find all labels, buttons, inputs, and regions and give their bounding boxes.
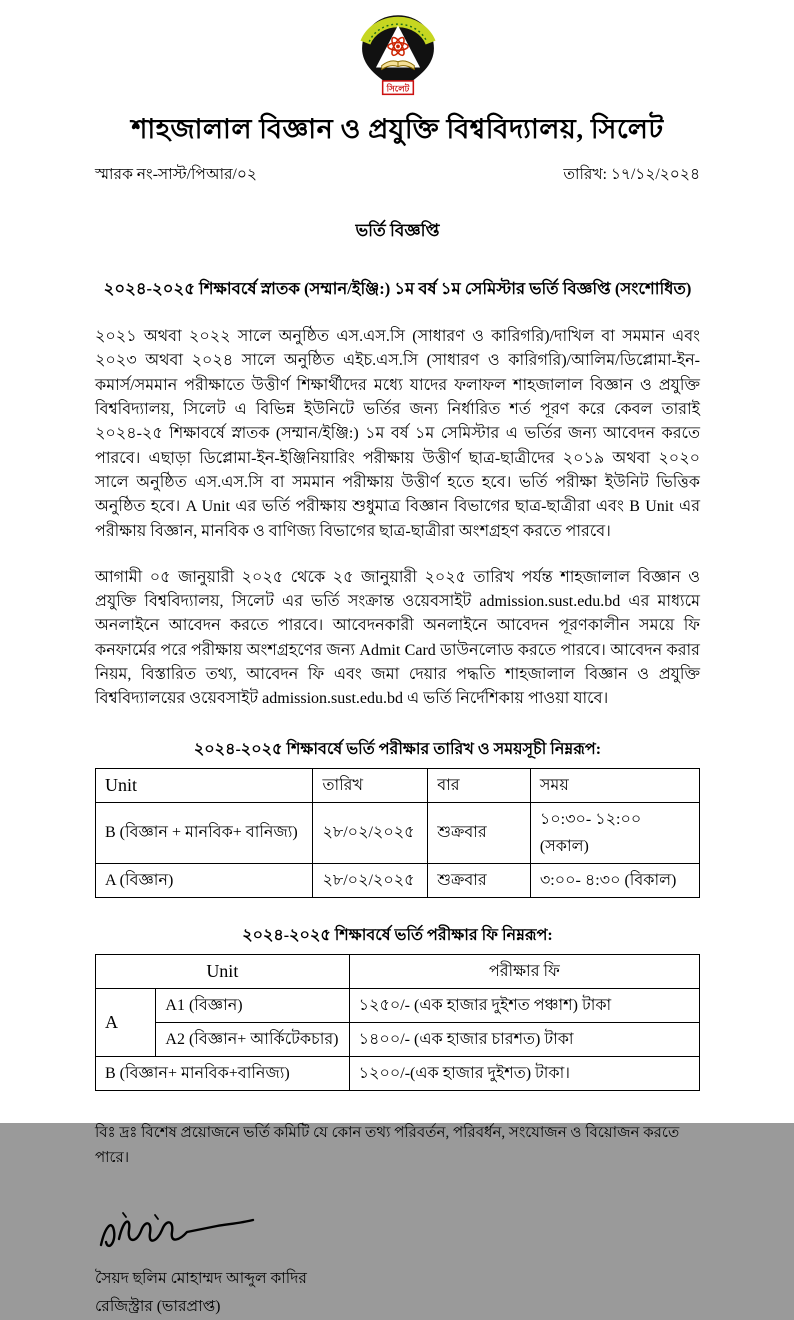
signature-block xyxy=(95,1207,700,1320)
logo-city-text: সিলেট xyxy=(386,83,409,94)
fee-header-fee: পরীক্ষার ফি xyxy=(349,954,699,988)
schedule-table xyxy=(95,768,700,898)
fee-cell-unit: A1 (বিজ্ঞান) xyxy=(156,988,349,1022)
fee-cell-unit: A2 (বিজ্ঞান+ আর্কিটেকচার) xyxy=(156,1022,349,1056)
body-paragraph-2: আগামী ০৫ জানুয়ারী ২০২৫ থেকে ২৫ জানুয়ারী ২০২৫ তারিখ পর্যন্ত শাহজালাল বিজ্ঞান ও প্রযুক্তি বিশ্ববিদ্যালয়, সিলেট এর ভর্তি সংক্রান্ত ওয়েবসাইট admission.sust.edu.bd এর মাধ্যমে অনলাইনে আবেদন করতে পারবে। আবেদনকারী অনলাইনে আবেদন পূরণকালীন সময়ে ফি কনফার্মের পরে পরীক্ষায় অংশগ্রহণের জন্য Admit Card ডাউনলোড করতে পারবে। আবেদন করার নিয়ম, বিস্তারিত তথ্য, আবেদন ফি এবং জমা দেয়ার পদ্ধতি শাহজালাল বিজ্ঞান ও প্রযুক্তি বিশ্ববিদ্যালয়ের ওয়েবসাইট admission.sust.edu.bd এ ভর্তি নির্দেশিকায় পাওয়া যাবে। xyxy=(95,568,700,708)
schedule-header-unit: Unit xyxy=(96,768,313,802)
schedule-cell-unit: A (বিজ্ঞান) xyxy=(96,863,313,897)
memo-number: স্মারক নং-সাস্ট/পিআর/০২ xyxy=(95,166,258,183)
schedule-row-b-unit xyxy=(96,802,700,863)
schedule-header-day: বার xyxy=(428,768,531,802)
schedule-table-caption: ২০২৪-২০২৫ শিক্ষাবর্ষে ভর্তি পরীক্ষার তারিখ ও সময়সূচী নিম্নরূপ: xyxy=(193,740,602,758)
signatory-name: সৈয়দ ছলিম মোহাম্মদ আব্দুল কাদির xyxy=(95,1269,307,1287)
notice-subtitle: ২০২৪-২০২৫ শিক্ষাবর্ষে স্নাতক (সম্মান/ইঞ্জি:) ১ম বর্ষ ১ম সেমিস্টার ভর্তি বিজ্ঞপ্তি (সংশোধিত) xyxy=(103,279,692,298)
memo-date-row xyxy=(95,162,700,188)
university-name: শাহজালাল বিজ্ঞান ও প্রযুক্তি বিশ্ববিদ্যালয়, সিলেট xyxy=(131,114,664,144)
fee-cell-group-a: A xyxy=(96,988,156,1056)
notice-title: ভর্তি বিজ্ঞপ্তি xyxy=(355,221,440,240)
schedule-cell-date: ২৮/০২/২০২৫ xyxy=(313,863,428,897)
fee-cell-unit: B (বিজ্ঞান+ মানবিক+বানিজ্য) xyxy=(96,1056,350,1090)
logo-container xyxy=(95,10,700,107)
fee-row-a1 xyxy=(96,988,700,1022)
body-paragraph-1: ২০২১ অথবা ২০২২ সালে অনুষ্ঠিত এস.এস.সি (সাধারণ ও কারিগরি)/দাখিল বা সমমান এবং ২০২৩ অথবা ২০২৪ সালে অনুষ্ঠিত এইচ.এস.সি (সাধারণ ও কারিগরি)/আলিম/ডিপ্লোমা-ইন-কমার্স/সমমান পরীক্ষাতে উত্তীর্ণ শিক্ষার্থীদের মধ্যে যাদের ফলাফল শাহজালাল বিজ্ঞান ও প্রযুক্তি বিশ্ববিদ্যালয়, সিলেট এ বিভিন্ন ইউনিটে ভর্তির জন্য নির্ধারিত শর্ত পূরণ করে কেবল তারাই ২০২৪-২৫ শিক্ষাবর্ষে স্নাতক (সম্মান/ইঞ্জি:) ১ম বর্ষ ১ম সেমিস্টার এ ভর্তির জন্য আবেদন করতে পারবে। এছাড়া ডিপ্লোমা-ইন-ইঞ্জিনিয়ারিং পরীক্ষায় উত্তীর্ণ ছাত্র-ছাত্রীদের ২০১৯ অথবা ২০২০ সালে অনুষ্ঠিত এস.এস.সি বা সমমান পরীক্ষায় উত্তীর্ণ হতে হবে। ভর্তি পরীক্ষা ইউনিট ভিত্তিক অনুষ্ঠিত হবে। A Unit এর ভর্তি পরীক্ষায় শুধুমাত্র বিজ্ঞান বিভাগের ছাত্র-ছাত্রীরা এবং B Unit এর পরীক্ষায় বিজ্ঞান, মানবিক ও বাণিজ্য বিভাগের ছাত্র-ছাত্রীরা অংশগ্রহণ করতে পারবে। xyxy=(95,328,700,540)
schedule-cell-day: শুক্রবার xyxy=(428,863,531,897)
fee-cell-fee: ১২০০/-(এক হাজার দুইশত) টাকা। xyxy=(349,1056,699,1090)
fee-cell-fee: ১৪০০/- (এক হাজার চারশত) টাকা xyxy=(349,1022,699,1056)
fee-table-caption: ২০২৪-২০২৫ শিক্ষাবর্ষে ভর্তি পরীক্ষার ফি নিম্নরূপ: xyxy=(242,926,553,944)
fee-cell-fee: ১২৫০/- (এক হাজার দুইশত পঞ্চাশ) টাকা xyxy=(349,988,699,1022)
fee-table xyxy=(95,954,700,1091)
special-note: বিঃ দ্রঃ বিশেষ প্রয়োজনে ভর্তি কমিটি যে কোন তথ্য পরিবর্তন, পরিবর্ধন, সংযোজন ও বিয়োজন করতে পারে। xyxy=(95,1124,680,1166)
schedule-cell-time: ৩:০০- ৪:৩০ (বিকাল) xyxy=(530,863,699,897)
fee-row-b xyxy=(96,1056,700,1090)
fee-header-unit: Unit xyxy=(96,954,350,988)
schedule-cell-date: ২৮/০২/২০২৫ xyxy=(313,802,428,863)
fee-row-a2 xyxy=(96,1022,700,1056)
signature-icon xyxy=(95,1207,260,1259)
schedule-cell-unit: B (বিজ্ঞান + মানবিক+ বানিজ্য) xyxy=(96,802,313,863)
university-logo-icon xyxy=(350,10,446,102)
schedule-header-time: সময় xyxy=(530,768,699,802)
notice-date: তারিখ: ১৭/১২/২০২৪ xyxy=(563,166,700,183)
fee-header-row xyxy=(96,954,700,988)
schedule-header-row xyxy=(96,768,700,802)
schedule-cell-time: ১০:৩০- ১২:০০ (সকাল) xyxy=(530,802,699,863)
schedule-row-a-unit xyxy=(96,863,700,897)
signatory-title: রেজিস্ট্রার (ভারপ্রাপ্ত) xyxy=(95,1297,221,1315)
schedule-cell-day: শুক্রবার xyxy=(428,802,531,863)
schedule-header-date: তারিখ xyxy=(313,768,428,802)
